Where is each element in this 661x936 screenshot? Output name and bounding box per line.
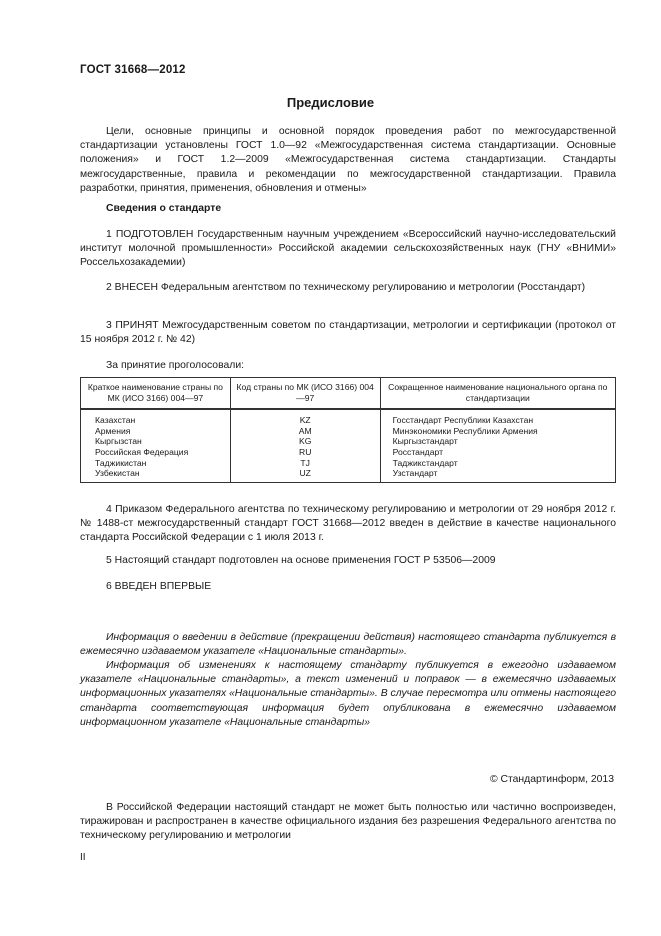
notice-paragraph-1: Информация о введении в действие (прекращении действия) настоящего стандарта публикуется в ежемесячно издаваемом указателе «Национальные стандарты». [80, 632, 616, 658]
table-row [81, 436, 616, 447]
standards-body: Госстандарт Республики Казахстан [380, 409, 615, 426]
item-basis: 5 Настоящий стандарт подготовлен на основе применения ГОСТ Р 53506—2009 [106, 555, 496, 566]
rights-paragraph: В Российской Федерации настоящий стандарт не может быть полностью или частично воспроизведен, тиражирован и распространен в качестве официального издания без разрешения Федерального агентства по техническому регулированию и метрологии [80, 802, 616, 842]
country-code: RU [230, 447, 380, 458]
country-name: Российская Федерация [81, 447, 231, 458]
item-introduced: 2 ВНЕСЕН Федеральным агентством по техническому регулированию и метрологии (Росстандарт) [106, 282, 586, 293]
standards-body: Узстандарт [380, 468, 615, 482]
country-name: Кыргызстан [81, 436, 231, 447]
page-number: II [80, 852, 86, 863]
item-prepared: 1 ПОДГОТОВЛЕН Государственным научным учреждением «Всероссийский научно-исследовательский институт молочной промышленности» Российской академии сельскохозяйственных наук (ГНУ «ВНИМИ» Россельхозакадемии) [80, 229, 616, 269]
country-name: Таджикистан [81, 458, 231, 469]
table-row [81, 468, 616, 482]
table-row [81, 409, 616, 426]
standards-body: Таджикстандарт [380, 458, 615, 469]
copyright-notice: © Стандартинформ, 2013 [489, 774, 614, 785]
column-header-body: Сокращенное наименование национального органа по стандартизации [380, 378, 615, 410]
item-first-edition: 6 ВВЕДЕН ВПЕРВЫЕ [106, 581, 212, 592]
country-name: Узбекистан [81, 468, 231, 482]
table-row [81, 426, 616, 437]
country-code: KZ [230, 409, 380, 426]
country-code: KG [230, 436, 380, 447]
document-id-header: ГОСТ 31668—2012 [80, 64, 186, 76]
column-header-code: Код страны по МК (ИСО 3166) 004—97 [230, 378, 380, 410]
standards-body: Кыргызстандарт [380, 436, 615, 447]
table-row [81, 447, 616, 458]
standards-body: Росстандарт [380, 447, 615, 458]
table-header-row [81, 378, 616, 410]
column-header-country: Краткое наименование страны по МК (ИСО 3166) 004—97 [81, 378, 231, 410]
country-name: Армения [81, 426, 231, 437]
item-adopted: 3 ПРИНЯТ Межгосударственным советом по стандартизации, метрологии и сертификации (протокол от 15 ноября 2012 г. № 42) [80, 320, 616, 346]
country-code: AM [230, 426, 380, 437]
page-title: Предисловие [286, 95, 375, 110]
notice-paragraph-2: Информация об изменениях к настоящему стандарту публикуется в ежегодно издаваемом указателе «Национальные стандарты», а текст изменений и поправок — в ежемесячно издаваемых информационных указателях «Национальные стандарты». В случае пересмотра или отмены настоящего стандарта соответствующая информация будет опубликована в ежемесячно издаваемом информационном указателе «Национальные стандарты» [80, 660, 617, 728]
country-code: TJ [230, 458, 380, 469]
country-code: UZ [230, 468, 380, 482]
intro-paragraph: Цели, основные принципы и основной порядок проведения работ по межгосударственной стандартизации установлены ГОСТ 1.0—92 «Межгосударственная система стандартизации. Основные положения» и ГОСТ 1.2—2009 «Межгосударственная система стандартизации. Стандарты межгосударственные, правила и рекомендации по межгосударственной стандартизации. Правила разработки, принятия, применения, обновления и отмены» [80, 126, 616, 194]
table-row [81, 458, 616, 469]
standards-body: Минэкономики Республики Армения [380, 426, 615, 437]
info-heading: Сведения о стандарте [106, 203, 222, 214]
country-name: Казахстан [81, 409, 231, 426]
voting-states-table [80, 377, 616, 483]
voted-label: За принятие проголосовали: [106, 360, 245, 371]
item-order: 4 Приказом Федерального агентства по техническому регулированию и метрологии от 29 ноября 2012 г. № 1488-ст межгосударственный стандарт ГОСТ 31668—2012 введен в действие в качестве национального стандарта Российской Федерации с 1 июля 2013 г. [80, 504, 616, 544]
